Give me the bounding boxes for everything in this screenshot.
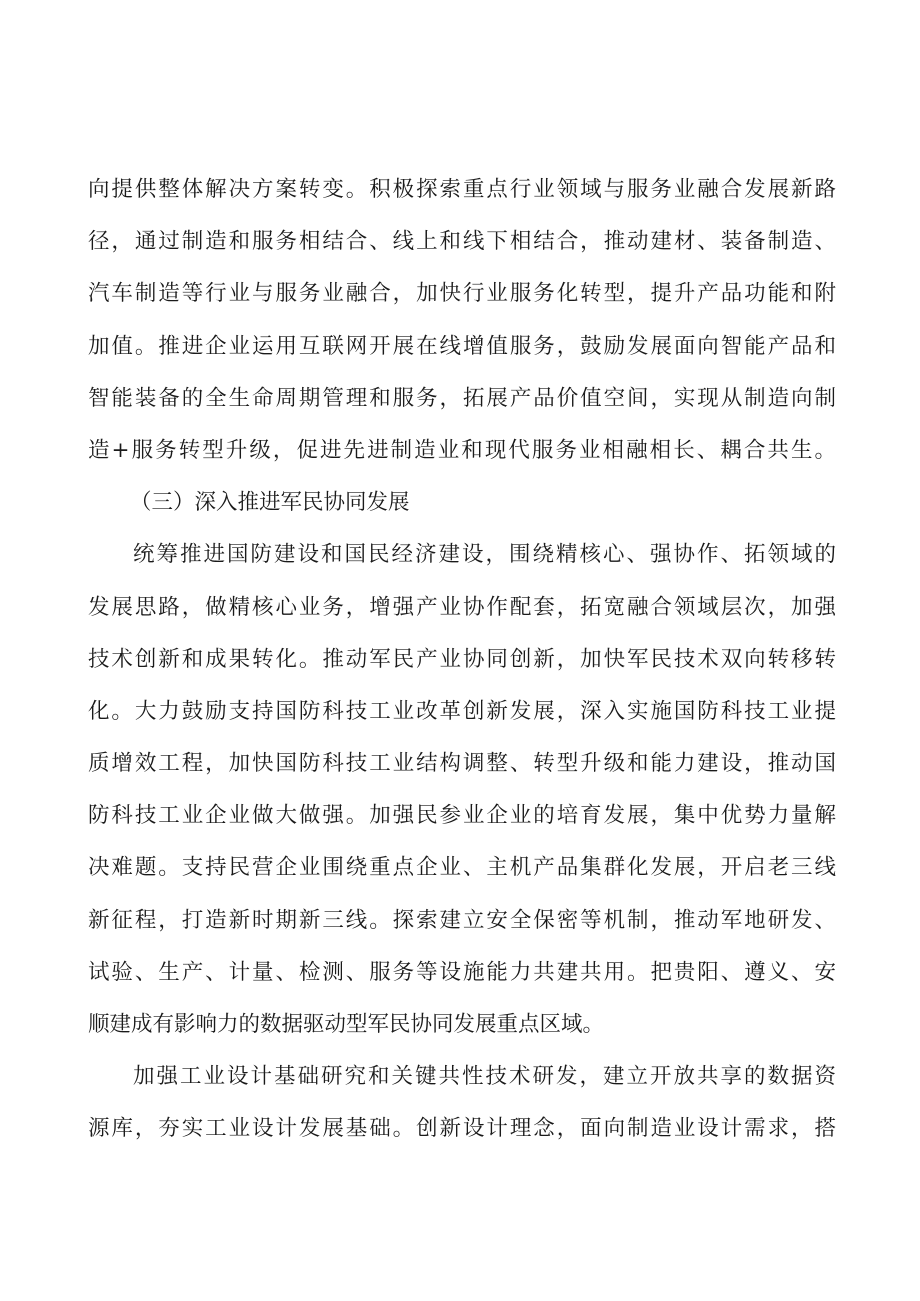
text-line: 化。大力鼓励支持国防科技工业改革创新发展，深入实施国防科技工业提: [88, 698, 836, 724]
text-line: 统筹推进国防建设和国民经济建设，围绕精核心、强协作、拓领域的: [133, 542, 836, 568]
text-line: 顺建成有影响力的数据驱动型军民协同发展重点区域。: [88, 1012, 605, 1037]
text-line: 技术创新和成果转化。推动军民产业协同创新，加快军民技术双向转移转: [88, 646, 836, 672]
paragraph-1: [88, 164, 836, 477]
text-line: 径，通过制造和服务相结合、线上和线下相结合，推动建材、装备制造、: [88, 229, 836, 255]
paragraph-3: [88, 1051, 836, 1155]
section-heading-text: （三）深入推进军民协同发展: [130, 490, 410, 516]
text-line: 质增效工程，加快国防科技工业结构调整、转型升级和能力建设，推动国: [88, 751, 836, 777]
text-line: 防科技工业企业做大做强。加强民参业企业的培育发展，集中优势力量解: [88, 803, 836, 829]
text-line: 加强工业设计基础研究和关键共性技术研发，建立开放共享的数据资: [133, 1064, 836, 1090]
text-line: 发展思路，做精核心业务，增强产业协作配套，拓宽融合领域层次，加强: [88, 594, 836, 620]
document-body: [88, 164, 836, 1156]
text-line: 造+服务转型升级，促进先进制造业和现代服务业相融相长、耦合共生。: [88, 437, 836, 463]
text-line: 向提供整体解决方案转变。积极探索重点行业领域与服务业融合发展新路: [88, 177, 836, 202]
text-line: 试验、生产、计量、检测、服务等设施能力共建共用。把贵阳、遵义、安: [88, 959, 836, 985]
text-line: 新征程，打造新时期新三线。探索建立安全保密等机制，推动军地研发、: [88, 907, 836, 933]
text-line: 决难题。支持民营企业围绕重点企业、主机产品集群化发展，开启老三线: [88, 855, 836, 881]
paragraph-2: [88, 529, 836, 1051]
text-line: 智能装备的全生命周期管理和服务，拓展产品价值空间，实现从制造向制: [88, 385, 836, 411]
text-line: 汽车制造等行业与服务业融合，加快行业服务化转型，提升产品功能和附: [88, 281, 836, 307]
text-line: 源库，夯实工业设计发展基础。创新设计理念，面向制造业设计需求，搭: [88, 1116, 836, 1142]
section-heading: [88, 477, 836, 529]
text-line: 加值。推进企业运用互联网开展在线增值服务，鼓励发展面向智能产品和: [88, 333, 836, 359]
